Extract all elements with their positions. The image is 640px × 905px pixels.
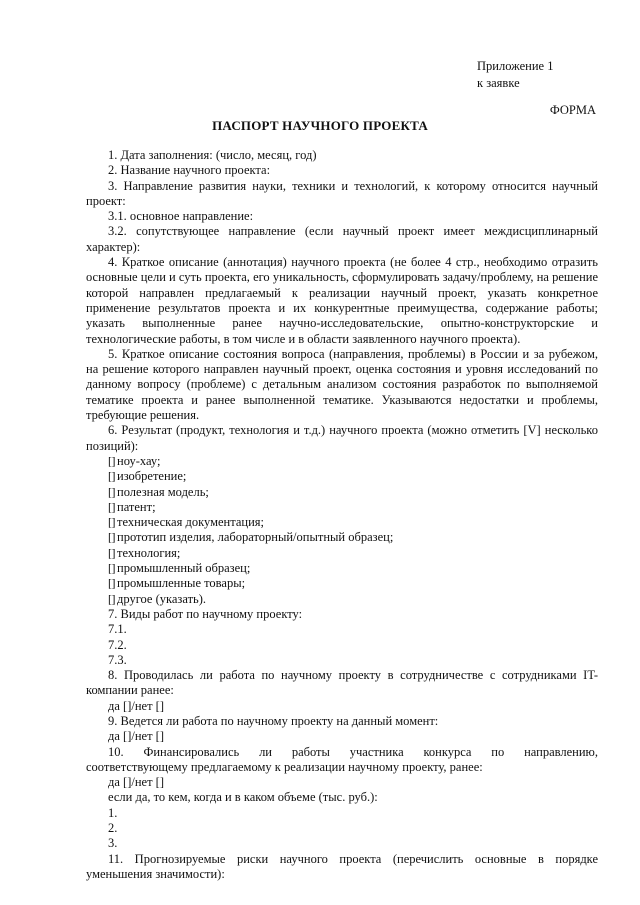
item-5: 5. Краткое описание состояния вопроса (направления, проблемы) в России и за рубежом, на решение которого направлен научный проект, оценка состояния и уровня исследований по данному вопросу (проблеме) с детальным анализом состояния разработок по выполняемой тематике проекта и ранее выполненной тематике. Указываются недостатки и проблемы, требующие решения. <box>86 346 598 423</box>
result-option-industrial-design <box>86 561 598 576</box>
option-label: промышленный образец; <box>117 561 251 576</box>
form-label: ФОРМА <box>549 103 596 117</box>
checkbox[interactable]: [] <box>108 469 115 484</box>
checkbox[interactable]: [] <box>108 591 115 606</box>
item-10-word: направлению, <box>524 744 598 759</box>
checkbox[interactable]: [] <box>108 545 115 560</box>
option-label: прототип изделия, лабораторный/опытный образец; <box>117 530 394 545</box>
appendix-line-1: Приложение 1 <box>477 59 554 73</box>
item-10-word: Финансировались <box>143 744 240 759</box>
item-10-detail: если да, то кем, когда и в каком объеме (тыс. руб.): <box>108 790 378 805</box>
result-option-industrial-goods <box>86 576 598 591</box>
document-body <box>86 148 598 882</box>
item-8-answer[interactable]: да []/нет [] <box>108 698 164 713</box>
result-option-patent <box>86 500 598 515</box>
option-label: ноу-хау; <box>117 453 161 468</box>
option-label: патент; <box>117 499 156 514</box>
option-label: промышленные товары; <box>117 576 246 591</box>
option-label: полезная модель; <box>117 484 209 499</box>
checkbox[interactable]: [] <box>108 561 115 576</box>
item-3-2: 3.2. сопутствующее направление (если научный проект имеет междисциплинарный характер): <box>86 224 598 254</box>
result-option-technology <box>86 546 598 561</box>
item-10-word: конкурса <box>423 744 472 759</box>
option-label: другое (указать). <box>117 591 207 606</box>
option-label: технология; <box>117 545 181 560</box>
item-11: 11. Прогнозируемые риски научного проекта (перечислить основные в порядке уменьшения значимости): <box>86 851 598 881</box>
result-option-other <box>86 592 598 607</box>
item-10-word: по <box>491 744 505 759</box>
item-10-line-3: 3. <box>108 836 118 851</box>
item-10-word: ли <box>259 744 272 759</box>
checkbox[interactable]: [] <box>108 453 115 468</box>
result-option-utility-model <box>86 485 598 500</box>
item-4: 4. Краткое описание (аннотация) научного проекта (не более 4 стр., необходимо отразить основные цели и суть проекта, его уникальность, сформулировать задачу/проблему, на решение которой направлен предлагаемый к реализации научный проект, указать конкретное применение результатов проекта и их конкурентные преимущества, содержание работы; указать выполненные ранее научно-исследовательские, опытно-конструкторские и технологические работы, в том числе и в области заявленного научного проекта). <box>86 255 598 346</box>
item-1: 1. Дата заполнения: (число, месяц, год) <box>108 148 317 162</box>
item-10-line-1: 1. <box>108 805 118 820</box>
item-3: 3. Направление развития науки, техники и технологий, к которому относится научный проект: <box>86 178 598 208</box>
item-7-2: 7.2. <box>108 637 127 652</box>
checkbox[interactable]: [] <box>108 530 115 545</box>
item-7-3: 7.3. <box>108 652 127 667</box>
result-option-invention <box>86 469 598 484</box>
item-9-answer[interactable]: да []/нет [] <box>108 729 164 744</box>
item-10-line-2: 2. <box>108 821 118 836</box>
item-10-word: работы <box>291 744 330 759</box>
page-title: ПАСПОРТ НАУЧНОГО ПРОЕКТА <box>212 118 428 133</box>
result-option-tech-docs <box>86 515 598 530</box>
item-8: 8. Проводилась ли работа по научному проекту в сотрудничестве с сотрудниками IT-компании ранее: <box>86 668 598 698</box>
checkbox[interactable]: [] <box>108 484 115 499</box>
checkbox[interactable]: [] <box>108 499 115 514</box>
item-6: 6. Результат (продукт, технология и т.д.) научного проекта (можно отметить [V] несколько позиций): <box>86 423 598 453</box>
item-3-1: 3.1. основное направление: <box>108 209 254 224</box>
item-10-answer[interactable]: да []/нет [] <box>108 775 164 790</box>
appendix-line-2: к заявке <box>477 76 520 90</box>
option-label: изобретение; <box>117 469 187 484</box>
item-7-1: 7.1. <box>108 622 127 637</box>
result-option-knowhow <box>86 454 598 469</box>
checkbox[interactable]: [] <box>108 515 115 530</box>
result-option-prototype <box>86 530 598 545</box>
item-10-continuation: соответствующему предлагаемому к реализации научному проекту, ранее: <box>86 759 483 774</box>
result-options-list <box>86 454 598 607</box>
checkbox[interactable]: [] <box>108 576 115 591</box>
item-2: 2. Название научного проекта: <box>108 163 271 178</box>
item-7: 7. Виды работ по научному проекту: <box>108 606 303 621</box>
item-10-word: 10. <box>108 744 124 759</box>
item-9: 9. Ведется ли работа по научному проекту на данный момент: <box>108 713 439 728</box>
item-10-word: участника <box>349 744 404 759</box>
item-10-first-line <box>86 745 598 760</box>
appendix-note <box>477 58 553 92</box>
option-label: техническая документация; <box>117 515 264 530</box>
